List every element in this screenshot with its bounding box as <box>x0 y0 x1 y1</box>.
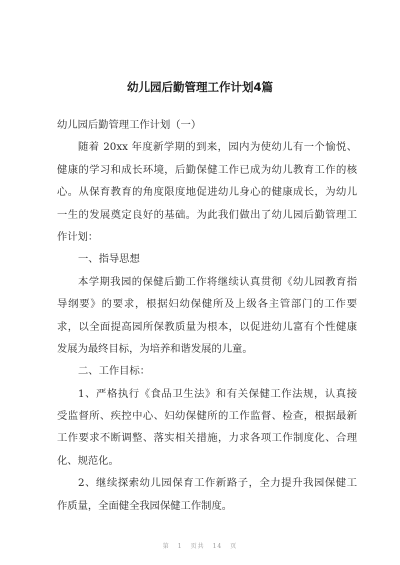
paragraph-line: 导纲要》的要求，根据妇幼保健所及上级各主管部门的工作要 <box>57 298 357 311</box>
paragraph-line: 随着 20xx 年度新学期的到来，园内为使幼儿有一个愉悦、 <box>78 141 357 154</box>
paragraph-line: 本学期我园的保健后勤工作将继续认真贯彻《幼儿园教育指 <box>78 275 357 288</box>
page-footer <box>0 541 400 550</box>
paragraph-line: 化、规范化。 <box>57 454 119 467</box>
paragraph-line: 一生的发展奠定良好的基础。为此我们做出了幼儿园后勤管理工 <box>57 208 357 221</box>
paragraph-line: 工作要求不断调整、落实相关措施，力求各项工作制度化、合理 <box>57 432 357 445</box>
paragraph-line: 1、严格执行《食品卫生法》和有关保健工作法规，认真接 <box>78 387 357 400</box>
footer-total-pages: 14 <box>212 543 223 550</box>
paragraph-line: 发展为最终目标，为培养和谐发展的儿童。 <box>57 342 253 355</box>
paragraph-line: 二、工作目标： <box>78 365 151 378</box>
document-body <box>57 114 357 517</box>
paragraph-line: 健康的学习和成长环境，后勤保健工作已成为幼儿教育工作的核 <box>57 163 357 176</box>
footer-page-number: 1 <box>177 543 183 550</box>
paragraph-line: 心。从保育教育的角度限度地促进幼儿身心的健康成长，为幼儿 <box>57 186 357 199</box>
footer-suffix: 页 <box>230 543 238 550</box>
paragraph-line: 求，以全面提高园所保教质量为根本，以促进幼儿富有个性健康 <box>57 320 357 333</box>
document-title: 幼儿园后勤管理工作计划4篇 <box>126 80 273 94</box>
paragraph-line: 幼儿园后勤管理工作计划（一） <box>57 119 202 131</box>
paragraph-line: 2、继续探索幼儿园保育工作新路子，全力提升我园保健工 <box>78 477 357 490</box>
paragraph-line: 一、指导思想 <box>78 253 140 266</box>
paragraph-line: 作质量，全面健全我园保健工作制度。 <box>57 499 233 512</box>
paragraph-line: 作计划： <box>57 230 99 243</box>
footer-middle: 页共 <box>190 543 205 550</box>
paragraph-line: 受监督所、疾控中心、妇幼保健所的工作监督、检查，根据最新 <box>57 410 357 423</box>
footer-prefix: 第 <box>162 543 170 550</box>
